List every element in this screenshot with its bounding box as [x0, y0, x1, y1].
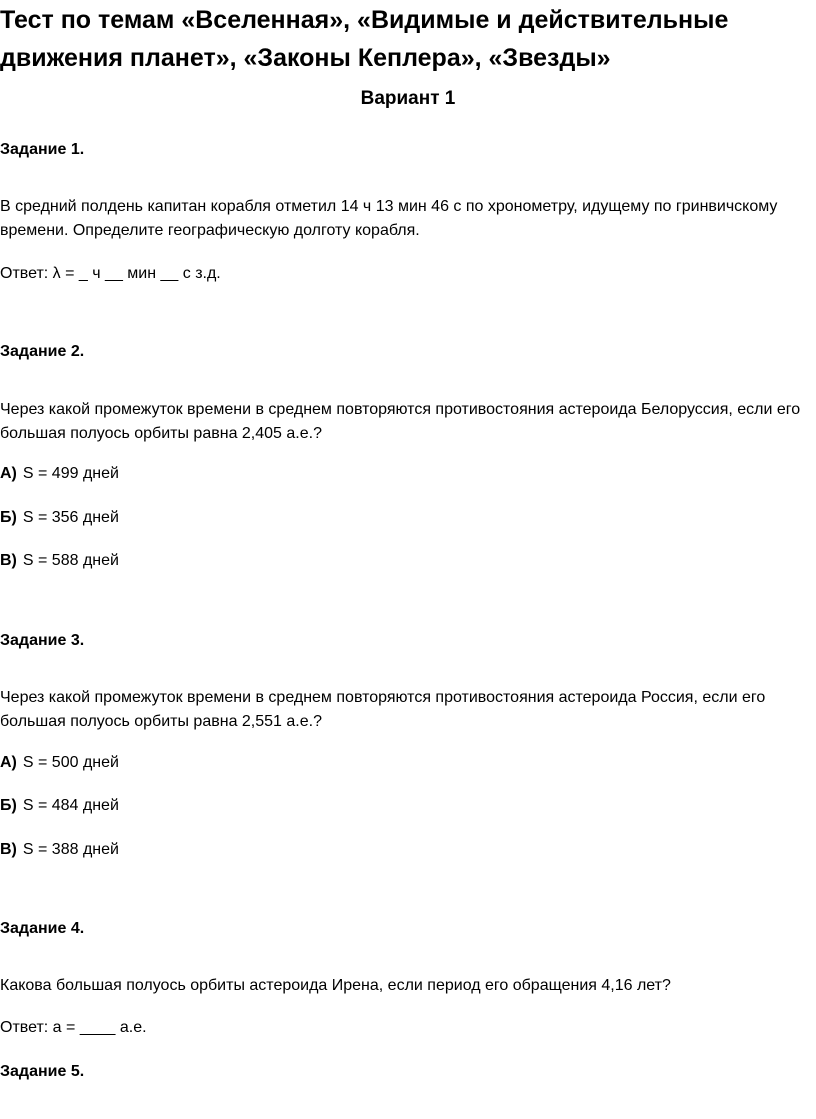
option-letter: Б) — [0, 797, 17, 814]
option-letter: А) — [0, 465, 17, 482]
task-3-question: Через какой промежуток времени в среднем повторяются противостояния астероида Россия, если его большая полуось орбиты равна 2,551 а.е.? — [0, 689, 766, 730]
task-1-question: В средний полдень капитан корабля отметил 14 ч 13 мин 46 с по хронометру, идущему по гринвичскому времени. Определите географическую долготу корабля. — [0, 198, 778, 239]
variant-label: Вариант 1 — [360, 88, 456, 109]
task-1-answer: Ответ: λ = _ ч __ мин __ с з.д. — [0, 265, 221, 282]
option-letter: В) — [0, 841, 17, 858]
task-4-answer: Ответ: a = ____ а.е. — [0, 1019, 147, 1036]
task-2-question: Через какой промежуток времени в среднем повторяются противостояния астероида Белоруссия, если его большая полуось орбиты равна 2,405 а.е.? — [0, 401, 801, 442]
option-letter: А) — [0, 754, 17, 771]
task-3-option-a — [0, 754, 119, 772]
task-3-option-c — [0, 841, 119, 859]
task-3-option-b — [0, 797, 119, 815]
option-text: S = 588 дней — [22, 552, 119, 569]
task-2-heading: Задание 2. — [0, 343, 85, 360]
task-2-option-a — [0, 465, 119, 483]
document-title: Тест по темам «Вселенная», «Видимые и действительные движения планет», «Законы Кеплера», «Звезды» — [0, 6, 729, 72]
task-4-question: Какова большая полуось орбиты астероида Ирена, если период его обращения 4,16 лет? — [0, 977, 671, 994]
option-text: S = 499 дней — [22, 465, 119, 482]
task-5-heading: Задание 5. — [0, 1063, 85, 1080]
task-4-heading: Задание 4. — [0, 920, 85, 937]
task-2-option-b — [0, 509, 119, 527]
task-2-option-c — [0, 552, 119, 570]
option-text: S = 484 дней — [22, 797, 119, 814]
task-1-heading: Задание 1. — [0, 141, 85, 158]
option-letter: В) — [0, 552, 17, 569]
option-text: S = 388 дней — [22, 841, 119, 858]
option-text: S = 500 дней — [22, 754, 119, 771]
option-letter: Б) — [0, 509, 17, 526]
option-text: S = 356 дней — [22, 509, 119, 526]
task-3-heading: Задание 3. — [0, 632, 85, 649]
